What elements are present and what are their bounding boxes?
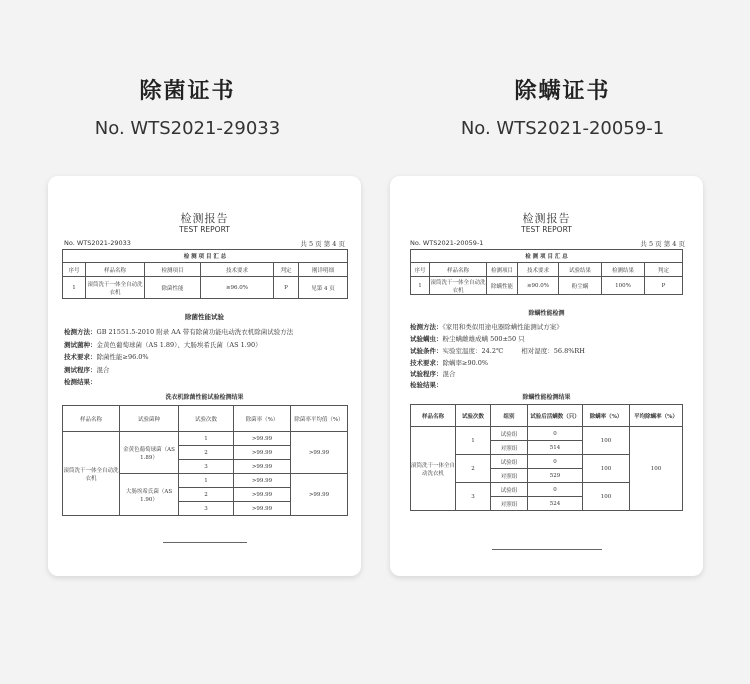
mite-count: 0 <box>528 483 583 497</box>
requirement-line <box>410 358 488 367</box>
col-header: 试验后活螨数（只） <box>528 405 583 427</box>
col-header: 判定 <box>645 263 683 277</box>
run-number: 3 <box>456 483 491 511</box>
col-header: 判定 <box>274 263 299 277</box>
group-name: 试验组 <box>491 483 528 497</box>
cert-number: No. WTS2021-29033 <box>94 118 281 139</box>
strain-value: 金黄色葡萄球菌（AS 1.89）、大肠埃希氏菌（AS 1.90） <box>96 341 262 349</box>
col-header: 技术要求 <box>518 263 559 277</box>
col-header: 平均除螨率（%） <box>630 405 683 427</box>
col-header: 试验结果 <box>559 263 602 277</box>
cond-label: 试验条件： <box>410 347 443 355</box>
cert-title: 除螨证书 <box>514 79 611 104</box>
rate-value: >99.99 <box>234 432 291 446</box>
program-label: 测试程序： <box>64 366 97 374</box>
results-title: 除螨性能检测结果 <box>522 394 571 401</box>
strain-name: 大肠埃希氏菌（AS 1.90） <box>120 474 179 516</box>
rate-value: >99.99 <box>234 446 291 460</box>
mite-label: 试验螨虫： <box>410 335 443 343</box>
cell: 除菌性能 <box>145 277 201 299</box>
rate-value: 100 <box>583 455 630 483</box>
mite-count: 0 <box>528 455 583 469</box>
group-name: 试验组 <box>491 427 528 441</box>
col-header: 试验菌种 <box>120 406 179 432</box>
col-header: 检测项目 <box>145 263 201 277</box>
mite-value: 粉尘螨雌雄成螨 500±50 只 <box>442 335 525 343</box>
results-table <box>62 405 348 516</box>
rate-value: >99.99 <box>234 502 291 516</box>
col-header: 组别 <box>491 405 528 427</box>
humidity-value: 相对湿度：56.8%RH <box>521 347 585 355</box>
run-number: 2 <box>456 455 491 483</box>
program-label: 试验程序： <box>410 370 443 378</box>
method-label: 检测方法： <box>64 328 97 336</box>
cell: P <box>645 277 683 295</box>
run-number: 2 <box>179 446 234 460</box>
req-value: 除螨率≥90.0% <box>442 359 489 367</box>
method-value: 《家用和类似用途电器除螨性能测试方案》 <box>442 323 563 331</box>
avg-rate: >99.99 <box>291 474 348 516</box>
group-name: 对照组 <box>491 497 528 511</box>
program-value: 混合 <box>96 366 110 374</box>
col-header: 试验次数 <box>456 405 491 427</box>
page-indicator: 共 5 页 第 4 页 <box>300 240 345 248</box>
report-number: No. WTS2021-29033 <box>64 239 131 247</box>
strain-label: 测试菌种： <box>64 341 97 349</box>
col-header: 样品名称 <box>411 405 456 427</box>
strain-line <box>64 340 262 349</box>
mite-count: 529 <box>528 469 583 483</box>
cond-value: 实验室温度：24.2℃ <box>442 347 504 355</box>
run-number: 3 <box>179 460 234 474</box>
col-header: 刚详明细 <box>299 263 348 277</box>
run-number: 2 <box>179 488 234 502</box>
report-subtitle: TEST REPORT <box>521 225 572 234</box>
cell: 滚筒洗干一体全自动洗衣机 <box>430 277 487 295</box>
req-value: 除菌性能≥96.0% <box>96 353 149 361</box>
program-line <box>64 365 110 374</box>
result-label: 检测结果： <box>64 378 97 386</box>
req-label: 技术要求： <box>64 353 97 361</box>
mite-line <box>410 334 525 343</box>
avg-rate: >99.99 <box>291 432 348 474</box>
rate-value: >99.99 <box>234 474 291 488</box>
sample-name: 滚筒洗干一体全自动洗衣机 <box>63 432 120 516</box>
cell: 100% <box>602 277 645 295</box>
cert-title: 除菌证书 <box>139 79 236 104</box>
method-line <box>410 322 563 331</box>
cell: 1 <box>63 277 86 299</box>
method-line <box>64 327 293 336</box>
cell: 滚筒洗干一体全自动洗衣机 <box>86 277 145 299</box>
results-table <box>410 404 683 511</box>
avg-rate: 100 <box>630 427 683 511</box>
signature-line <box>163 542 247 543</box>
mite-count: 514 <box>528 441 583 455</box>
report-number: No. WTS2021-20059-1 <box>410 239 484 247</box>
method-value: GB 21551.5-2010 附录 AA 带有除菌功能电动洗衣机除菌试验方法 <box>96 328 294 336</box>
group-name: 对照组 <box>491 441 528 455</box>
col-header: 样品名称 <box>63 406 120 432</box>
col-header: 样品名称 <box>86 263 145 277</box>
col-header: 检测项目 <box>487 263 518 277</box>
summary-table <box>410 249 683 295</box>
cell: ≥90.0% <box>518 277 559 295</box>
cell: P <box>274 277 299 299</box>
run-number: 1 <box>179 474 234 488</box>
rate-value: 100 <box>583 427 630 455</box>
section-title: 除螨性能检测 <box>528 310 565 317</box>
summary-header: 检 测 项 目 汇 总 <box>63 250 348 263</box>
col-header: 序号 <box>411 263 430 277</box>
cert-number: No. WTS2021-20059-1 <box>460 118 665 139</box>
cell: 1 <box>411 277 430 295</box>
col-header: 除菌率平均值（%） <box>291 406 348 432</box>
cell: 见第 4 页 <box>299 277 348 299</box>
col-header: 技术要求 <box>201 263 274 277</box>
col-header: 除螨率（%） <box>583 405 630 427</box>
result-line <box>410 380 443 389</box>
condition-line <box>410 346 585 355</box>
mite-removal-report-paper <box>390 176 703 576</box>
report-title: 检测报告 <box>180 212 229 225</box>
result-line <box>64 377 97 386</box>
mite-count: 524 <box>528 497 583 511</box>
report-subtitle: TEST REPORT <box>179 225 230 234</box>
rate-value: >99.99 <box>234 460 291 474</box>
cell: ≥96.0% <box>201 277 274 299</box>
run-number: 1 <box>456 427 491 455</box>
page-indicator: 共 5 页 第 4 页 <box>640 240 685 248</box>
strain-name: 金黄色葡萄球菌（AS 1.89） <box>120 432 179 474</box>
cell: 粉尘螨 <box>559 277 602 295</box>
results-title: 洗衣机除菌性能试验检测结果 <box>165 394 244 401</box>
result-label: 检验结果： <box>410 381 443 389</box>
cell: 除螨性能 <box>487 277 518 295</box>
report-title: 检测报告 <box>522 212 571 225</box>
rate-value: >99.99 <box>234 488 291 502</box>
section-title: 除菌性能试验 <box>185 313 224 321</box>
summary-table <box>62 249 348 299</box>
group-name: 对照组 <box>491 469 528 483</box>
col-header: 除菌率（%） <box>234 406 291 432</box>
group-name: 试验组 <box>491 455 528 469</box>
col-header: 试验次数 <box>179 406 234 432</box>
signature-line <box>492 549 602 550</box>
summary-header: 检 测 项 目 汇 总 <box>411 250 683 263</box>
col-header: 检测结果 <box>602 263 645 277</box>
mite-count: 0 <box>528 427 583 441</box>
sample-name: 滚筒洗干一体全自动洗衣机 <box>411 427 456 511</box>
program-line <box>410 369 456 378</box>
rate-value: 100 <box>583 483 630 511</box>
program-value: 混合 <box>442 370 456 378</box>
req-label: 技术要求： <box>410 359 443 367</box>
run-number: 3 <box>179 502 234 516</box>
col-header: 样品名称 <box>430 263 487 277</box>
run-number: 1 <box>179 432 234 446</box>
col-header: 序号 <box>63 263 86 277</box>
requirement-line <box>64 352 149 361</box>
method-label: 检测方法： <box>410 323 443 331</box>
sterilization-report-paper <box>48 176 361 576</box>
